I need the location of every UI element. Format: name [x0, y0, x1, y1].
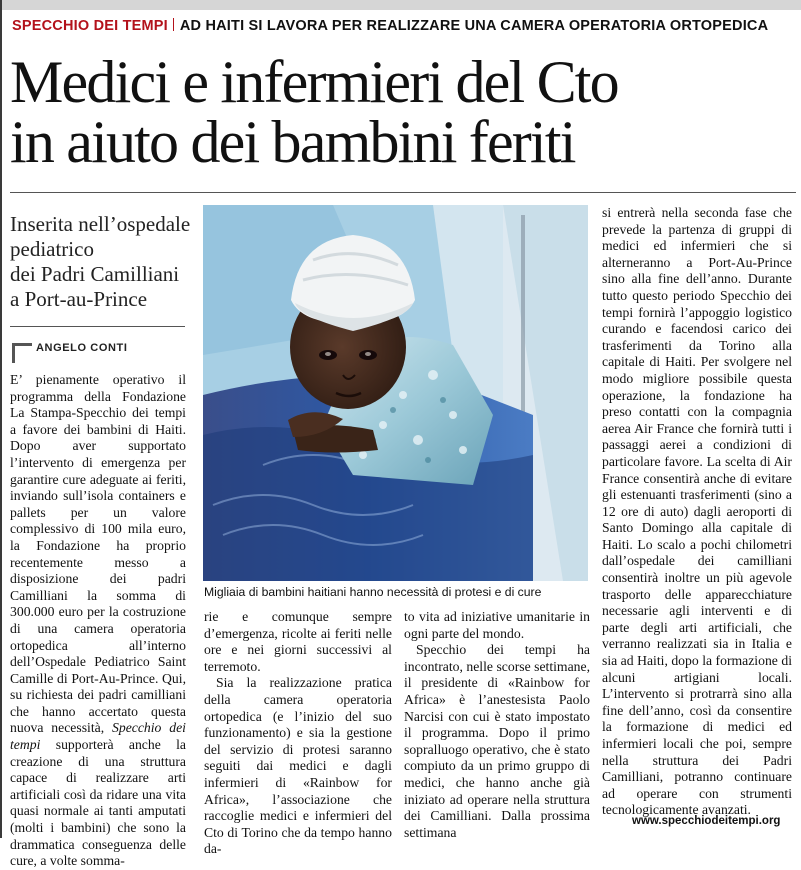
- headline: [10, 49, 800, 175]
- summary: [10, 212, 191, 312]
- kicker: [12, 18, 768, 34]
- website-link[interactable]: www.specchiodeitempi.org: [632, 815, 781, 827]
- article-paragraph: si entrerà nella seconda fase che prevede la partenza di gruppi di medici ed infermieri che si alterneranno a Port-Au-Prince sino alla fine dell’anno. Durante tutto questo periodo Specchio dei tempi fornirà l’appoggio logistico curando e facendosi carico dei trasferimenti da Torino alla capitale di Haiti. Per svolgere nel modo migliore possibile questa operazione, la fondazione ha preso contatti con la compagnia aerea Air France che fornirà tutti i passaggi aerei a condizioni di particolare favore. La scelta di Air France consentirà anche di evitare gli estenuanti trasferimenti (sino a 12 ore di auto) dagli aeroporti di Santo Domingo alla capitale di Haiti. Lo scalo a pochi chilometri dall’ospedale dei camilliani consentirà inoltre un più agevole trasporto delle apparecchiature necessarie agli interventi e di parte degli arti artificiali, che verranno realizzati sia in Italia e sia ad Haiti, dopo la formazione di alcuni artigiani locali. L’intervento si protrarrà sino alla fine dell’anno, così da consentire la formazione di medici ed infermieri locali che poi, sempre nella struttura dei Padri Camilliani, potranno continuare ad operare con strumenti tecnologicamente avanzati.: [602, 205, 792, 818]
- photo-illustration: [203, 205, 588, 581]
- photo-caption: Migliaia di bambini haitiani hanno necessità di protesi e di cure: [204, 585, 542, 599]
- headline-rule: [10, 192, 796, 193]
- article-column-1: [10, 372, 186, 869]
- page-left-rule: [0, 0, 2, 838]
- summary-line: pediatrico: [10, 237, 94, 261]
- section-label: SPECCHIO DEI TEMPI: [12, 18, 168, 34]
- summary-line: dei Padri Camilliani: [10, 262, 180, 286]
- top-band: [0, 0, 801, 10]
- italic-name: Specchio dei tempi: [10, 720, 186, 753]
- article-column-3: [404, 609, 590, 838]
- kicker-subtitle: AD HAITI SI LAVORA PER REALIZZARE UNA CAMERA OPERATORIA ORTOPEDICA: [179, 18, 769, 34]
- summary-line: Inserita nell’ospedale: [10, 212, 191, 236]
- article-column-4: [602, 205, 792, 818]
- article-paragraph: E’ pienamente operativo il programma della Fondazione La Stampa-Specchio dei tempi a favore dei bambini di Haiti. Dopo aver supportato l’intervento di emergenza per garantire cure adeguate ai feriti, inviando sull’isola containers e pallets per un valore complessivo di 100 mila euro, la Fondazione ha proprio recentemente messo a disposizione dei padri Camilliani la somma di 300.000 euro per la costruzione di una camera operatoria ortopedica all’interno dell’Ospedale Pediatrico Saint Camille di Port-Au-Prince. Qui, su richiesta dei padri camilliani che hanno accertato questa nuova necessità, Specchio dei tempi supporterà anche la creazione di una struttura capace di realizzare arti artificiali così da ridare una vita quasi normale ai tanti amputati (molti i bambini) che sono la drammatica conseguenza delle cure, a volte somma-: [10, 372, 186, 869]
- article-paragraph: to vita ad iniziative umanitarie in ogni parte del mondo.: [404, 609, 590, 641]
- article-paragraph: rie e comunque sempre d’emergenza, ricolte ai feriti nelle ore e nei giorni successivi al terremoto.: [204, 609, 392, 674]
- byline-bracket-icon: [12, 343, 32, 363]
- article-paragraph: Specchio dei tempi ha incontrato, nelle scorse settimane, il presidente di «Rainbow for Africa» è l’anestesista Paolo Narcisi con cui è stato impostato il programma. Dopo il primo sopralluogo operativo, che è stato compiuto da un primo gruppo di medici, che hanno anche già iniziato ad operare nella struttura dei Camilliani. Dalla prossima settimana: [404, 642, 590, 840]
- article-paragraph: Sia la realizzazione pratica della camera operatoria ortopedica (e l’inizio del suo funzionamento) e sia la gestione del servizio di protesi saranno seguiti dai medici e dagli infermieri di «Rainbow for Africa», l’associazione che raccoglie medici e infermieri del Cto di Torino che da tempo hanno da-: [204, 675, 392, 857]
- headline-line-2: in aiuto dei bambini feriti: [10, 109, 575, 175]
- article-column-2: [204, 609, 392, 857]
- headline-line-1: Medici e infermieri del Cto: [10, 49, 618, 115]
- byline: ANGELO CONTI: [36, 342, 128, 354]
- summary-line: a Port-au-Prince: [10, 287, 148, 311]
- kicker-separator: [173, 18, 174, 31]
- summary-rule: [10, 326, 185, 327]
- photo-child-patient: [203, 205, 588, 581]
